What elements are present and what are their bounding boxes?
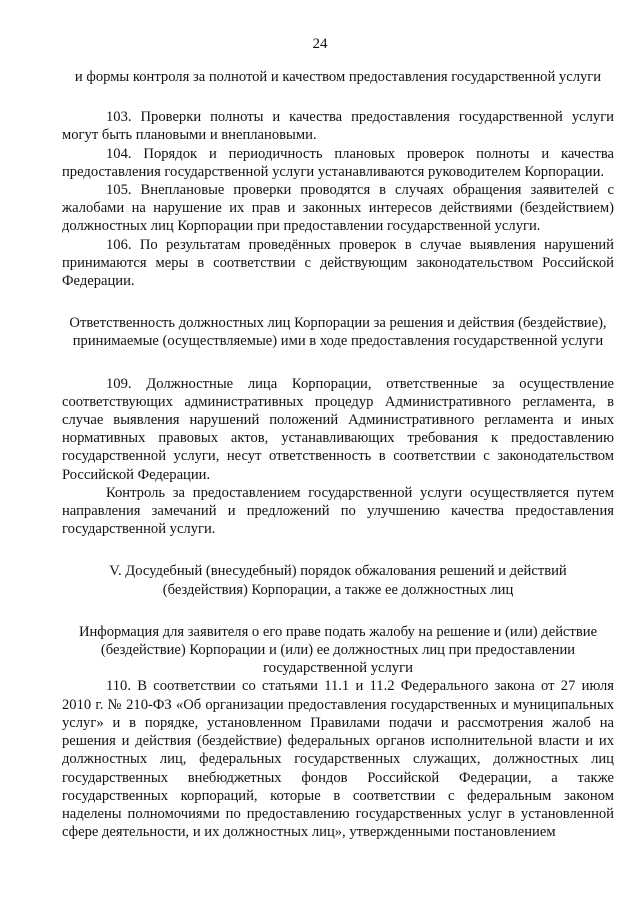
heading-responsibility: Ответственность должностных лиц Корпорации за решения и действия (бездействие), принимаемые (осуществляемые) ими в ходе предоставления государственной услуги bbox=[69, 315, 607, 350]
heading-section-v: V. Досудебный (внесудебный) порядок обжалования решений и действий (бездействия) Корпорации, а также ее должностных лиц bbox=[109, 563, 567, 598]
page-content bbox=[62, 68, 614, 841]
paragraph-103: 103. Проверки полноты и качества предоставления государственной услуги могут быть плановыми и внеплановыми. bbox=[62, 109, 614, 144]
paragraph-104: 104. Порядок и периодичность плановых проверок полноты и качества предоставления государственной услуги устанавливаются руководителем Корпорации. bbox=[62, 145, 614, 180]
paragraph-control: Контроль за предоставлением государственной услуги осуществляется путем направления замечаний и предложений по улучшению качества предоставления государственной услуги. bbox=[62, 484, 614, 538]
heading-control-forms: и формы контроля за полнотой и качеством предоставления государственной услуги bbox=[74, 69, 602, 85]
paragraph-110: 110. В соответствии со статьями 11.1 и 11.2 Федерального закона от 27 июля 2010 г. № 210-ФЗ «Об организации предоставления государственных и муниципальных услуг» и в порядке, установленном Правилами подачи и рассмотрения жалоб на решения и действия (бездействие) федеральных органов исполнительной власти и их должностных лиц, федеральных государственных служащих, должностных лиц государственных внебюджетных фондов Российской Федерации, а также государственных корпораций, которые в соответствии с федеральным законом наделены полномочиями по предоставлению государственных услуг в установленной сфере деятельности, и их должностных лиц», утвержденными постановлением bbox=[62, 678, 614, 841]
paragraph-105: 105. Внеплановые проверки проводятся в случаях обращения заявителей с жалобами на нарушение их прав и законных интересов действиями (бездействием) должностных лиц Корпорации при предоставлении государственной услуги. bbox=[62, 182, 614, 235]
paragraph-109: 109. Должностные лица Корпорации, ответственные за осуществление соответствующих административных процедур Административного регламента, в случае выявления нарушений положений Административного регламента и иных нормативных правовых актов, устанавливающих требования к предоставлению государственной услуги, несут ответственность в соответствии с законодательством Российской Федерации. bbox=[62, 375, 614, 483]
page-number: 24 bbox=[312, 36, 328, 52]
paragraph-106: 106. По результатам проведённых проверок в случае выявления нарушений принимаются меры в соответствии с действующим законодательством Российской Федерации. bbox=[62, 236, 614, 290]
heading-applicant-info: Информация для заявителя о его праве подать жалобу на решение и (или) действие (бездействие) Корпорации и (или) ее должностных лиц при предоставлении государственной услуги bbox=[78, 623, 598, 677]
